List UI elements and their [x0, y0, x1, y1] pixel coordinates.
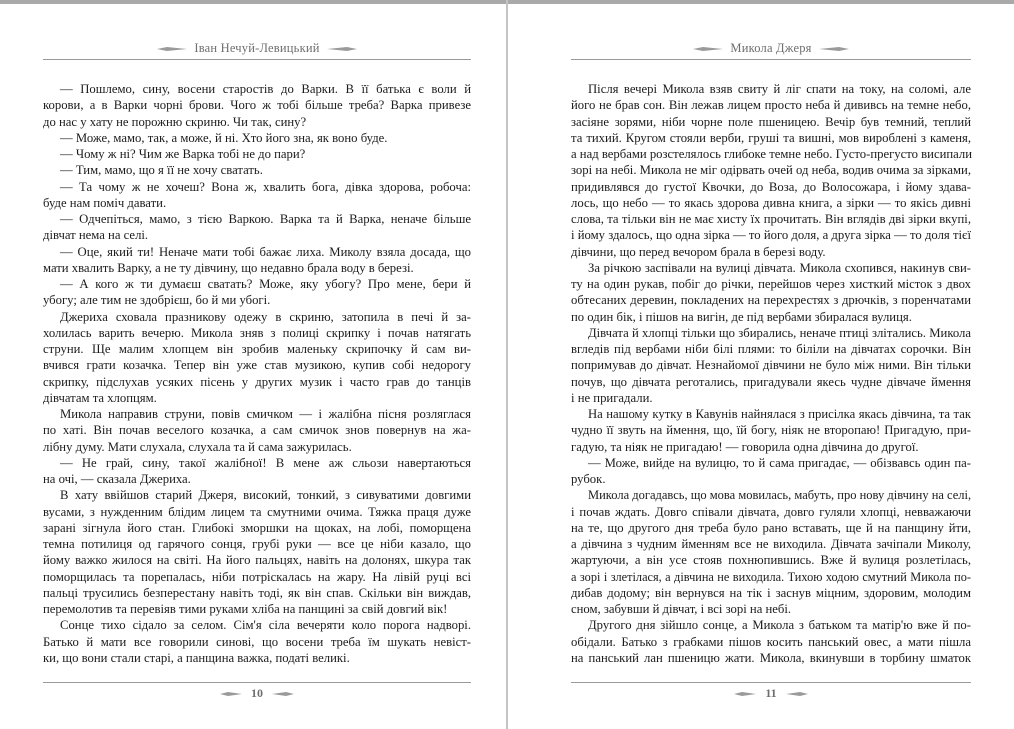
text-line: по один бік, і пішов на вигін, де під вербами збиралася вулиця. — [571, 309, 912, 324]
ornament-icon — [327, 46, 357, 52]
running-head-right — [571, 41, 971, 55]
text-line: убогу; але тим не здобрієш, бо й ми убогі. — [43, 293, 271, 308]
ornament-icon — [220, 691, 242, 697]
text-line: поморщилась та порепалась, ніби потріскалась на жару. На лівій руці всі — [43, 569, 471, 584]
text-line: рубок. — [571, 472, 606, 486]
text-line: а дівчина з чудним йменням все не виходила. Дівчата зачіпали Миколу, — [571, 537, 971, 551]
text-line: Батько й мати все говорили синові, що восени треба їм шукать невіст- — [43, 634, 471, 649]
text-line: — Одчепіться, мамо, з тією Варкою. Варка та й Варка, неначе більше — [60, 212, 471, 226]
text-line: на очі, — сказала Джериха. — [43, 472, 191, 486]
page-body-text — [43, 81, 471, 666]
text-line: почув, що дівчата реготались, пригадували якесь чудне дівчаче ймення — [571, 374, 971, 389]
text-line: — А кого ж ти думаєш сватать? Може, яку убогу? Про мене, бери й — [60, 277, 471, 291]
text-line: на те, що другого дня треба було рано вставать, ще й на панщину йти, — [571, 520, 971, 535]
text-line: попримував до дівчат. Незнайомої дівчини не було між ними. Він тільки — [571, 358, 971, 373]
text-line: дибав додому; він вернувся на тік і заснув міцним, здоровим, молодим — [571, 585, 971, 600]
running-head-text: Микола Джеря — [730, 41, 812, 55]
text-line: йому важко жилося на світі. На його пальцях, навіть на долонях, шкура так — [43, 553, 471, 568]
text-line: Микола направив струни, повів смичком — і жалібна пісня розляглася — [60, 407, 471, 421]
header-rule — [43, 59, 471, 60]
text-line: придивлявся до густої Квочки, до Воза, до Волосожара, і йому здава- — [571, 179, 971, 194]
page-number-text: 10 — [251, 686, 263, 700]
text-line: на панський лан пшеницю жати. Микола, вкинувши в торбину шматок — [571, 650, 971, 665]
text-line: вчився грати козачка. Тепер він уже став музикою, купив собі недорогу — [43, 358, 471, 373]
text-line: На нашому кутку в Кавунів найнялася з присілка якась дівчина, та так — [588, 407, 971, 421]
text-line: зорі на небі. Микола не міг одірвать очей од неба, водив очима за зірками, — [571, 163, 971, 178]
text-line: — Чому ж ні? Чим же Варка тобі не до пари? — [60, 147, 306, 161]
text-line: За річкою заспівали на вулиці дівчата. Микола схопився, накинув сви- — [588, 260, 971, 275]
ornament-icon — [734, 691, 756, 697]
text-line: мати хвалить Варку, а не ту дівчину, що недавно брала воду в березі. — [43, 260, 414, 275]
text-line: зарані зігнула його стан. Глибокі зморшки на щоках, на лобі, поморщена — [43, 520, 471, 535]
text-line: дівчатам та хлопцям. — [43, 390, 157, 405]
footer-rule — [571, 682, 971, 683]
text-line: — Та чому ж не хочеш? Вона ж, хвалить бога, дівка здорова, робоча: — [60, 179, 471, 194]
text-line: Другого дня зійшло сонце, а Микола з батьком та матір'ю вже й по- — [588, 618, 971, 633]
text-line: — Не грай, сину, такої жалібної! В мене аж сльози навертаються — [60, 455, 471, 470]
text-line: обідали. Батько з грабками пішов косить панський овес, а мати пішла — [571, 634, 971, 649]
text-line: пальці трусились безперестану навіть тоді, як він спав. Скільки він виждав, — [43, 585, 471, 600]
running-head-text: Іван Нечуй-Левицький — [194, 41, 320, 55]
text-line: струни. Ще малим хлопцем він зробив маленьку скрипочку й сам ви- — [43, 342, 471, 356]
text-line: Джериха сховала празникову одежу в скриню, затопила в печі й за- — [60, 309, 471, 324]
text-line: темна потилиця од гарячого сонця, грубі руки — все це ніби казало, що — [43, 537, 471, 551]
ornament-icon — [786, 691, 808, 697]
page-number-text: 11 — [765, 686, 777, 700]
text-line: по хаті. Він почав веселого козачка, а сам смичок знов повернув на жа- — [43, 423, 471, 438]
text-line: В хату ввійшов старий Джеря, високий, тонкий, з сивуватими довгими — [60, 488, 471, 503]
text-line: та тихий. Кругом стояли верби, груші та вишні, мов вироблені з каменя, — [571, 130, 971, 145]
ornament-icon — [272, 691, 294, 697]
text-line: буде нам поміч давати. — [43, 195, 167, 210]
text-line: Після вечері Микола взяв свиту й ліг спати на току, на соломі, але — [588, 82, 971, 96]
left-page — [43, 4, 471, 729]
text-line: Микола догадавсь, що мова мовилась, мабуть, про нову дівчину на селі, — [588, 488, 972, 503]
text-line: вгледів під вербами ніби білі плями: то біліли на дівчатах сорочки. Він — [571, 342, 971, 356]
text-line: жартуючи, а він усе стояв похнюпившись. Вже й вулиця розлетілась, — [571, 553, 971, 568]
text-line: і йому здалось, що одна зірка — то його доля, а друга зірка — то доля тієї — [571, 228, 971, 243]
text-line: а над вербами розстелялось глибоке темне небо. Густо-прегусто висипали — [571, 147, 973, 161]
text-line: обтесаних деревин, покладених на перехрестях з дрючків, з поренчатами — [571, 293, 971, 308]
running-head-left — [43, 41, 471, 55]
ornament-icon — [693, 46, 723, 52]
ornament-icon — [819, 46, 849, 52]
footer-rule — [43, 682, 471, 683]
text-line: сном, забувши й дівчат, і всі зорі на небі. — [571, 602, 792, 616]
text-line: засіяне зорями, ніби чорне поле пшеницею. Вечір був темний, теплий — [571, 114, 971, 129]
text-line: Сонце тихо сідало за селом. Сім'я сіла вечеряти коло порога надворі. — [60, 618, 471, 633]
text-line: — Може, мамо, так, а може, й ні. Хто його зна, як воно буде. — [60, 130, 388, 145]
text-line: слова, та тільки він не має хисту їх прочитать. Він вглядів дві зірки вкупі, — [571, 212, 971, 226]
text-line: до нас у хату не порожню скриню. Чи так, сину? — [43, 114, 307, 129]
text-line: чудно її звуть на ймення, що, їй богу, ніяк не второпаю! Пригадую, при- — [571, 423, 971, 438]
text-line: лібну думу. Мати слухала, слухала та й сама зажурилась. — [43, 439, 352, 454]
text-line: і почав ждать. Довго співали дівчата, довго гуляли хлопці, невважаючи — [571, 504, 971, 519]
text-line: а зорі і злетілася, а дівчина не виходила. Тихою ходою смутний Микола по- — [571, 569, 971, 584]
text-line: лось, що небо — то якась здорова дивна книга, а зірки — то якісь дивні — [571, 195, 971, 210]
text-line: гадую, та ніяк не пригадаю! — говорила одна дівчина до другої. — [571, 439, 919, 454]
text-line: дівчини, що перед вечором брала в березі воду. — [571, 244, 826, 259]
text-line: корови, а в Варки чорні брови. Чого ж тобі більше треба? Варка привезе — [43, 98, 471, 113]
text-line: — Пошлемо, сину, восени старостів до Варки. В її батька є воли й — [60, 82, 471, 96]
text-line: його не брав сон. Він лежав лицем просто неба й дививсь на темне небо, — [571, 98, 971, 113]
text-line: скрипку, підслухав усяких пісень у других музик і часто грав до танців — [43, 374, 471, 389]
text-line: — Оце, який ти! Неначе мати тобі бажає лиха. Миколу взяла досада, що — [60, 244, 471, 259]
text-line: холилась варить вечерю. Микола зняв з полиці скрипку і почав натягать — [43, 325, 471, 340]
text-line: Дівчата й хлопці тільки що збирались, неначе птиці злітались. Микола — [588, 325, 971, 340]
text-line: ки, що вони стали старі, а панщина важка, податі великі. — [43, 650, 350, 665]
book-spine — [506, 0, 508, 729]
text-line: і не пригадали. — [571, 390, 653, 405]
page-number-right — [571, 686, 971, 700]
text-line: перемолотив та перевіяв тими руками хліба на панщині за свій довгий вік! — [43, 602, 448, 616]
ornament-icon — [157, 46, 187, 52]
right-page — [571, 4, 971, 729]
page-body-text — [571, 81, 971, 666]
text-line: — Може, вийде на вулицю, то й сама пригадає, — обізвавсь один па- — [588, 455, 971, 470]
text-line: — Тим, мамо, що я її не хочу сватать. — [60, 163, 263, 178]
header-rule — [571, 59, 971, 60]
text-line: ту на один рукав, побіг до річки, перейшов через хисткий місток з двох — [571, 277, 971, 291]
page-number-left — [43, 686, 471, 700]
text-line: дівчат нема на селі. — [43, 228, 149, 243]
text-line: вусами, з нужденним блідим лицем та смутними очима. Тяжка праця дуже — [43, 504, 471, 519]
